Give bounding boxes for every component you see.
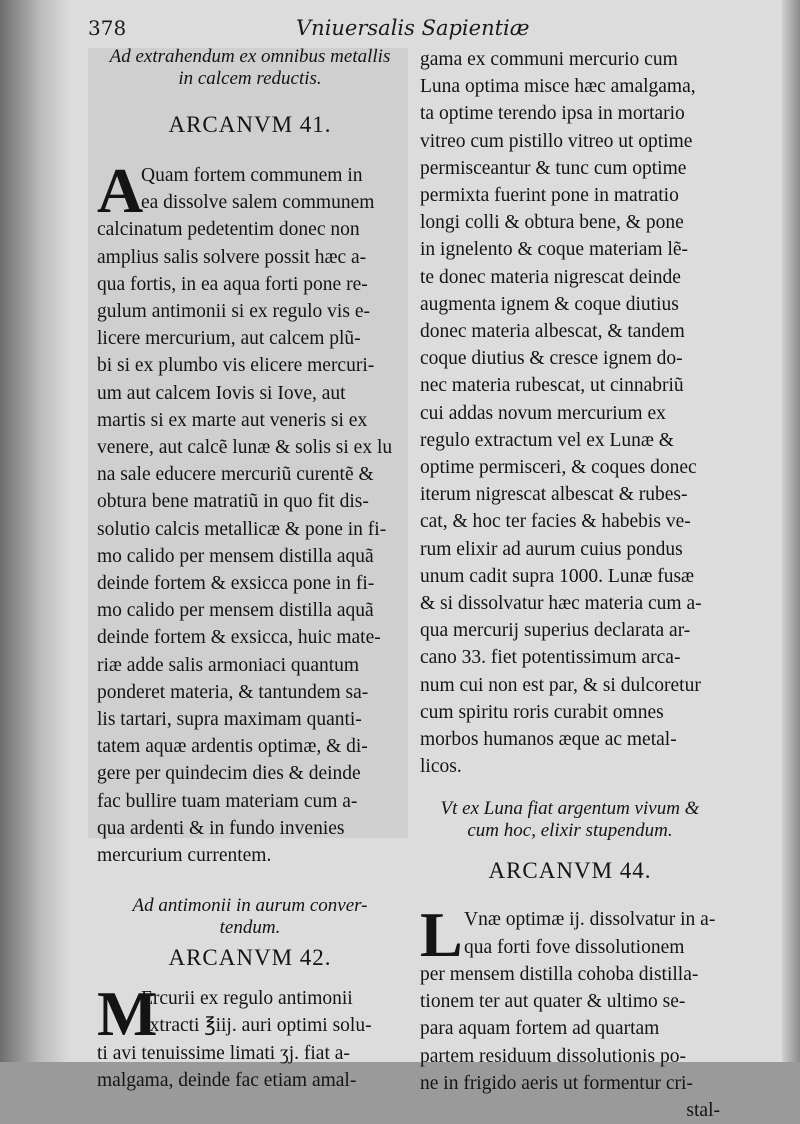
drop-capital: L xyxy=(420,899,463,971)
text-line: partem residuum dissolutionis po- xyxy=(420,1045,686,1067)
text-line: cano 33. fiet potentissimum arca- xyxy=(420,647,681,669)
subtitle-line: Vt ex Luna fiat argentum vivum & xyxy=(440,798,700,820)
text-line: Luna optima misce hæc amalgama, xyxy=(420,76,696,98)
subtitle-line: Ad extrahendum ex omnibus metallis xyxy=(109,46,391,67)
subtitle-41 xyxy=(97,46,403,90)
subtitle-42 xyxy=(97,895,403,939)
text-line: tatem aquæ ardentis optimæ, & di- xyxy=(97,736,368,758)
page-number: 378 xyxy=(88,16,127,40)
text-line: amplius salis solvere possit hæc a- xyxy=(97,246,367,268)
text-line: donec materia albescat, & tandem xyxy=(420,321,685,343)
text-line: tionem ter aut quater & ultimo se- xyxy=(420,991,686,1013)
text-line: gama ex communi mercurio cum xyxy=(420,49,678,70)
text-line: coque diutius & cresce ignem do- xyxy=(420,348,683,370)
text-line: Quam fortem communem in xyxy=(141,165,363,186)
running-header xyxy=(0,12,800,42)
text-line: rum elixir ad aurum cuius pondus xyxy=(420,538,683,560)
text-line: gere per quindecim dies & deinde xyxy=(97,763,361,785)
text-line: licere mercurium, aut calcem plũ- xyxy=(97,328,361,350)
text-line: malgama, deinde fac etiam amal- xyxy=(97,1069,357,1091)
text-line: qua fortis, in ea aqua forti pone re- xyxy=(97,273,368,295)
text-line: optime permisceri, & coques donec xyxy=(420,457,697,479)
text-line: longi colli & obtura bene, & pone xyxy=(420,212,684,234)
text-line: ti avi tenuissime limati ʒj. fiat a- xyxy=(97,1042,350,1064)
text-line: riæ adde salis armoniaci quantum xyxy=(97,654,360,676)
text-line: augmenta ignem & coque diutius xyxy=(420,293,679,315)
left-column xyxy=(97,46,403,1094)
arcanum-42-heading: ARCANVM 42. xyxy=(168,945,332,971)
subtitle-line: tendum. xyxy=(219,917,281,939)
text-line: vitreo cum pistillo vitreo ut optime xyxy=(420,130,693,152)
text-line: para aquam fortem ad quartam xyxy=(420,1018,660,1040)
text-line: extracti ℥iij. auri optimi solu- xyxy=(141,1015,372,1037)
text-line: in ignelento & coque materiam lẽ- xyxy=(420,239,689,261)
text-line: permixta fuerint pone in matratio xyxy=(420,185,679,207)
text-line: ne in frigido aeris ut formentur cri- xyxy=(420,1072,693,1094)
text-line: iterum nigrescat albescat & rubes- xyxy=(420,484,688,506)
arcanum-44-heading: ARCANVM 44. xyxy=(488,858,652,884)
text-line: morbos humanos æque ac metal- xyxy=(420,729,677,751)
right-column xyxy=(420,46,720,1124)
text-line: um aut calcem Iovis si Iove, aut xyxy=(97,382,346,404)
text-line: martis si ex marte aut veneris si ex xyxy=(97,409,368,431)
text-line: ponderet materia, & tantundem sa- xyxy=(97,681,369,703)
text-line: mercurium currentem. xyxy=(97,845,272,867)
text-line: deinde fortem & exsicca, huic mate- xyxy=(97,627,381,649)
drop-capital: A xyxy=(97,155,144,226)
subtitle-line: Ad antimonii in aurum conver- xyxy=(132,895,368,917)
text-line: cum spiritu roris curabit omnes xyxy=(420,701,664,723)
text-line: cui addas novum mercurium ex xyxy=(420,402,666,424)
text-line: regulo extractum vel ex Lunæ & xyxy=(420,429,674,451)
text-line: qua ardenti & in fundo invenies xyxy=(97,817,345,839)
text-line: gulum antimonii si ex regulo vis e- xyxy=(97,301,370,323)
text-line: num cui non est par, & si dulcoretur xyxy=(420,674,701,696)
text-line: cat, & hoc ter facies & habebis ve- xyxy=(420,511,691,533)
text-line: fac bullire tuam materiam cum a- xyxy=(97,790,358,812)
text-line: solutio calcis metallicæ & pone in fi- xyxy=(97,518,387,540)
subtitle-44 xyxy=(420,798,720,842)
subtitle-line: in calcem reductis. xyxy=(178,68,322,89)
text-line: Vnæ optimæ ij. dissolvatur in a- xyxy=(464,909,716,931)
text-line: licos. xyxy=(420,756,462,778)
text-line: qua forti fove dissolutionem xyxy=(464,936,685,958)
catchword: stal- xyxy=(686,1099,720,1121)
text-line: lis tartari, supra maximam quanti- xyxy=(97,709,362,731)
paragraph-43-continued xyxy=(420,46,720,780)
text-line: Ercurii ex regulo antimonii xyxy=(141,988,353,1010)
text-line: qua mercurij superius declarata ar- xyxy=(420,620,691,642)
paragraph-42 xyxy=(97,978,403,1094)
drop-capital: M xyxy=(97,978,158,1050)
text-line: deinde fortem & exsicca pone in fi- xyxy=(97,573,375,595)
text-line: obtura bene matratiũ in quo fit dis- xyxy=(97,491,369,513)
arcanum-41-heading: ARCANVM 41. xyxy=(168,112,332,137)
text-line: nec materia rubescat, ut cinnabriũ xyxy=(420,375,684,397)
text-line: na sale educere mercuriũ curentẽ & xyxy=(97,464,374,486)
text-line: permisceantur & tunc cum optime xyxy=(420,157,687,179)
text-line: bi si ex plumbo vis elicere mercuri- xyxy=(97,355,375,377)
text-line: te donec materia nigrescat deinde xyxy=(420,266,681,288)
running-title: Vniuersalis Sapientiæ xyxy=(296,16,530,40)
text-line: ta optime terendo ipsa in mortario xyxy=(420,103,685,125)
subtitle-line: cum hoc, elixir stupendum. xyxy=(467,820,673,842)
text-line: venere, aut calcẽ lunæ & solis si ex lu xyxy=(97,437,393,459)
text-line: mo calido per mensem distilla aquã xyxy=(97,600,374,622)
text-line: ea dissolve salem communem xyxy=(141,192,375,214)
text-line: & si dissolvatur hæc materia cum a- xyxy=(420,593,702,615)
text-line: mo calido per mensem distilla aquã xyxy=(97,545,374,567)
text-line: calcinatum pedetentim donec non xyxy=(97,219,360,241)
text-line: per mensem distilla cohoba distilla- xyxy=(420,963,699,985)
paragraph-41 xyxy=(97,155,403,869)
text-line: unum cadit supra 1000. Lunæ fusæ xyxy=(420,565,695,587)
paragraph-44 xyxy=(420,899,720,1124)
